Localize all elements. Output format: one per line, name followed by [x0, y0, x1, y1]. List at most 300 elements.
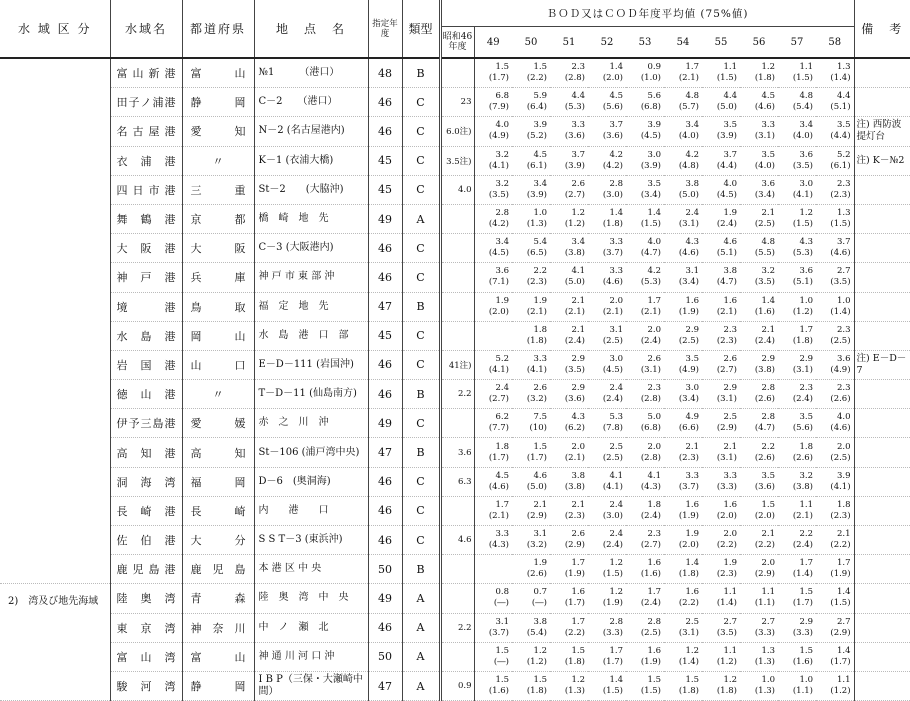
water-type: C: [416, 358, 425, 372]
bod-mean: 3.5: [723, 120, 737, 131]
bod-value: [474, 642, 512, 671]
port-name: 田子ノ浦港: [110, 88, 182, 117]
bod-value: [664, 292, 702, 321]
bod-value: [512, 467, 550, 496]
point-name: S S T－3 (東浜沖): [254, 526, 368, 555]
remark: [854, 88, 910, 117]
bod-mean: 1.7: [571, 616, 585, 627]
bod-value: [588, 234, 626, 263]
bod-mean: 3.0: [647, 149, 661, 160]
header-bod-title: ＢＯＤ又はＣＯＤ年度平均値 (75%値): [440, 0, 854, 27]
bod-mean: 3.4: [533, 178, 547, 189]
bod-75pct: (1.9): [678, 306, 699, 317]
bod-75pct: (2.1): [792, 510, 813, 521]
designated-year: 46: [368, 467, 402, 496]
bod-75pct: (3.1): [754, 131, 775, 142]
bod-mean: 2.0: [609, 295, 623, 306]
header-type: 類型: [402, 0, 440, 58]
designated-year: 50: [368, 555, 402, 584]
bod-value: [702, 321, 740, 350]
bod-value: [588, 526, 626, 555]
bod-value: [550, 146, 588, 175]
bod-75pct: (3.0): [602, 189, 623, 200]
bod-value: [664, 584, 702, 613]
bod-mean: 2.6: [647, 353, 661, 364]
bod-75pct: (3.6): [564, 394, 585, 405]
bod-mean: 2.1: [761, 529, 775, 540]
bod-mean: 4.3: [799, 237, 813, 248]
table-row: [0, 642, 910, 671]
point-name: I B P（三保・大瀬崎中間）: [254, 671, 368, 700]
bod-mean: 4.1: [647, 470, 661, 481]
bod-75pct: (5.6): [792, 423, 813, 434]
bod-75pct: (2.8): [640, 394, 661, 405]
ref-value: [440, 321, 474, 350]
bod-mean: 2.4: [609, 529, 623, 540]
bod-mean: 1.0: [799, 675, 813, 686]
bod-mean: 2.8: [761, 383, 775, 394]
bod-mean: 2.0: [647, 441, 661, 452]
bod-value: [740, 350, 778, 379]
designated-year: 49: [368, 584, 402, 613]
bod-75pct: (4.4): [830, 131, 851, 142]
bod-value: [778, 438, 816, 467]
bod-value: [740, 263, 778, 292]
prefecture: 鹿 児 島: [182, 555, 254, 584]
bod-value: [626, 175, 664, 204]
bod-75pct: (1.5): [640, 219, 661, 230]
bod-mean: 1.6: [647, 645, 661, 656]
bod-75pct: (3.7): [602, 248, 623, 259]
bod-value: [474, 321, 512, 350]
bod-75pct: (2.3): [830, 189, 851, 200]
designated-year: 46: [368, 496, 402, 525]
point-name: 橋 崎 地 先: [254, 204, 368, 233]
bod-75pct: (6.1): [830, 160, 851, 171]
bod-75pct: (2.7): [640, 540, 661, 551]
bod-75pct: (2.9): [716, 423, 737, 434]
port-name: 衣浦港: [110, 146, 182, 175]
bod-75pct: (2.4): [754, 335, 775, 346]
bod-value: [550, 642, 588, 671]
bod-75pct: (2.5): [602, 335, 623, 346]
bod-mean: 3.2: [495, 178, 509, 189]
bod-75pct: (3.8): [564, 481, 585, 492]
designated-year: 48: [368, 58, 402, 88]
bod-75pct: (6.1): [526, 160, 547, 171]
bod-mean: 3.5: [799, 412, 813, 423]
designated-year: 46: [368, 117, 402, 146]
bod-mean: 1.4: [609, 675, 623, 686]
bod-75pct: (3.9): [526, 189, 547, 200]
bod-value: [816, 555, 854, 584]
bod-value: [702, 613, 740, 642]
bod-value: [702, 496, 740, 525]
bod-value: [626, 438, 664, 467]
bod-75pct: (4.9): [678, 364, 699, 375]
bod-mean: 5.9: [533, 91, 547, 102]
port-name: 舞鶴港: [110, 204, 182, 233]
bod-mean: 2.6: [533, 383, 547, 394]
bod-75pct: (1.5): [602, 686, 623, 697]
bod-75pct: (2.1): [564, 452, 585, 463]
bod-mean: 3.6: [495, 266, 509, 277]
bod-mean: 1.3: [837, 208, 851, 219]
bod-75pct: (3.8): [792, 481, 813, 492]
bod-75pct: (2.3): [716, 569, 737, 580]
table-row: [0, 292, 910, 321]
point-name: D－6 (奥洞海): [254, 467, 368, 496]
bod-75pct: (2.3): [678, 452, 699, 463]
bod-mean: 3.9: [647, 120, 661, 131]
bod-value: [740, 321, 778, 350]
bod-75pct: (3.4): [640, 189, 661, 200]
bod-75pct: (3.5): [830, 277, 851, 288]
bod-value: [550, 117, 588, 146]
bod-mean: 4.1: [571, 266, 585, 277]
bod-value: [512, 350, 550, 379]
port-name: 陸奥湾: [110, 584, 182, 613]
point-name: K－1 (衣浦大橋): [254, 146, 368, 175]
bod-75pct: (3.9): [640, 160, 661, 171]
bod-75pct: (2.3): [526, 277, 547, 288]
bod-mean: 2.7: [723, 616, 737, 627]
bod-75pct: (2.2): [830, 540, 851, 551]
prefecture: 静 岡: [182, 88, 254, 117]
bod-mean: 3.2: [761, 266, 775, 277]
bod-value: [740, 175, 778, 204]
bod-mean: 3.7: [837, 237, 851, 248]
bod-value: [816, 526, 854, 555]
bod-75pct: (1.5): [830, 219, 851, 230]
remark: [854, 175, 910, 204]
bod-75pct: (3.5): [716, 627, 737, 638]
bod-mean: 3.7: [723, 149, 737, 160]
bod-value: [588, 350, 626, 379]
bod-75pct: (5.0): [678, 189, 699, 200]
bod-75pct: (1.5): [716, 73, 737, 84]
bod-value: [588, 58, 626, 88]
bod-75pct: (4.1): [526, 364, 547, 375]
bod-mean: 2.1: [571, 324, 585, 335]
bod-value: [778, 350, 816, 379]
bod-value: [702, 380, 740, 409]
bod-mean: 4.2: [609, 149, 623, 160]
bod-value: [816, 146, 854, 175]
bod-value: [816, 671, 854, 700]
bod-value: [816, 496, 854, 525]
bod-75pct: (2.6): [830, 394, 851, 405]
point-name: 神 通 川 河 口 沖: [254, 642, 368, 671]
prefecture: 富 山: [182, 58, 254, 88]
designated-year: 46: [368, 263, 402, 292]
water-type: B: [416, 446, 425, 460]
bod-value: [664, 117, 702, 146]
bod-value: [550, 526, 588, 555]
bod-mean: 3.1: [609, 324, 623, 335]
bod-75pct: (1.7): [564, 598, 585, 609]
bod-mean: 1.9: [533, 295, 547, 306]
bod-75pct: (3.1): [678, 219, 699, 230]
bod-value: [474, 409, 512, 438]
ref-value: [440, 555, 474, 584]
bod-75pct: (2.4): [792, 540, 813, 551]
bod-mean: 5.4: [533, 237, 547, 248]
bod-75pct: (4.0): [754, 160, 775, 171]
bod-75pct: (2.7): [716, 364, 737, 375]
bod-mean: 1.2: [799, 208, 813, 219]
bod-value: [550, 613, 588, 642]
bod-value: [778, 555, 816, 584]
bod-75pct: (1.6): [488, 686, 509, 697]
bod-75pct: (1.8): [602, 219, 623, 230]
bod-value: [664, 380, 702, 409]
bod-value: [550, 555, 588, 584]
bod-mean: 0.7: [533, 587, 547, 598]
point-name: St－2 (大脇沖): [254, 175, 368, 204]
bod-mean: 5.2: [837, 149, 851, 160]
bod-75pct: (1.4): [830, 306, 851, 317]
bod-mean: 3.2: [495, 149, 509, 160]
ref-value: 4.0: [440, 175, 474, 204]
bod-75pct: (3.2): [526, 394, 547, 405]
bod-mean: 4.5: [761, 91, 775, 102]
bod-value: [474, 380, 512, 409]
bod-mean: 1.7: [647, 587, 661, 598]
table-row: [0, 613, 910, 642]
bod-mean: 3.5: [647, 178, 661, 189]
bod-value: [664, 642, 702, 671]
bod-value: [778, 380, 816, 409]
bod-75pct: (1.8): [678, 569, 699, 580]
bod-75pct: (5.0): [526, 481, 547, 492]
bod-75pct: (1.3): [754, 686, 775, 697]
port-name: 東京湾: [110, 613, 182, 642]
ref-value: 2.2: [440, 613, 474, 642]
bod-75pct: (10): [529, 423, 547, 434]
bod-value: [740, 146, 778, 175]
bod-value: [550, 350, 588, 379]
ref-value: [440, 58, 474, 88]
bod-75pct: (1.7): [602, 656, 623, 667]
bod-mean: 1.2: [761, 62, 775, 73]
remark: [854, 58, 910, 88]
port-name: 鹿児島港: [110, 555, 182, 584]
bod-75pct: (2.4): [602, 394, 623, 405]
bod-value: [778, 671, 816, 700]
table-row: [0, 117, 910, 146]
bod-value: [626, 409, 664, 438]
bod-75pct: (2.1): [564, 306, 585, 317]
bod-75pct: (2.1): [640, 306, 661, 317]
bod-75pct: (3.6): [564, 131, 585, 142]
bod-mean: 3.6: [799, 149, 813, 160]
bod-value: [588, 467, 626, 496]
bod-value: [512, 584, 550, 613]
bod-75pct: (4.6): [488, 481, 509, 492]
bod-75pct: (1.6): [640, 569, 661, 580]
bod-value: [702, 58, 740, 88]
bod-mean: 4.9: [685, 412, 699, 423]
bod-mean: 1.9: [495, 295, 509, 306]
point-name: St－106 (浦戸湾中央): [254, 438, 368, 467]
bod-mean: 3.7: [571, 149, 585, 160]
bod-mean: 3.6: [761, 178, 775, 189]
bod-mean: 1.2: [685, 645, 699, 656]
bod-75pct: (5.3): [792, 248, 813, 259]
bod-mean: 2.2: [799, 529, 813, 540]
bod-mean: 4.4: [723, 91, 737, 102]
bod-value: [474, 117, 512, 146]
bod-75pct: (2.1): [526, 306, 547, 317]
port-name: 富山湾: [110, 642, 182, 671]
bod-mean: 2.0: [647, 324, 661, 335]
bod-75pct: (1.8): [754, 73, 775, 84]
remark: [854, 263, 910, 292]
bod-75pct: (2.8): [564, 73, 585, 84]
bod-mean: 1.4: [837, 645, 851, 656]
bod-value: [588, 88, 626, 117]
bod-mean: 1.4: [837, 587, 851, 598]
ref-value: [440, 263, 474, 292]
header-ref-year: 昭和46年度: [440, 27, 474, 59]
bod-value: [740, 58, 778, 88]
bod-value: [816, 350, 854, 379]
bod-mean: 4.4: [571, 91, 585, 102]
bod-value: [626, 555, 664, 584]
bod-75pct: (1.9): [830, 569, 851, 580]
bod-value: [664, 175, 702, 204]
bod-75pct: (3.6): [754, 481, 775, 492]
water-type: A: [416, 650, 425, 664]
bod-mean: 1.7: [609, 645, 623, 656]
bod-value: [740, 526, 778, 555]
bod-mean: 3.3: [495, 529, 509, 540]
point-name: 赤 之 川 沖: [254, 409, 368, 438]
bod-value: [816, 613, 854, 642]
water-type: B: [416, 387, 425, 401]
bod-value: [588, 584, 626, 613]
header-year: 50: [512, 27, 550, 59]
point-name: 神 戸 市 東 部 沖: [254, 263, 368, 292]
bod-75pct: (1.5): [792, 219, 813, 230]
point-name: T－D－11 (仙島南方): [254, 380, 368, 409]
prefecture: 愛 媛: [182, 409, 254, 438]
bod-value: [512, 292, 550, 321]
ref-value: [440, 409, 474, 438]
bod-value: [512, 146, 550, 175]
bod-75pct: (1.4): [678, 656, 699, 667]
bod-75pct: (2.3): [830, 510, 851, 521]
bod-75pct: (1.6): [754, 306, 775, 317]
bod-mean: 4.2: [647, 266, 661, 277]
bod-75pct: (4.1): [830, 481, 851, 492]
bod-value: [702, 526, 740, 555]
bod-75pct: (3.8): [754, 364, 775, 375]
bod-mean: 4.5: [609, 91, 623, 102]
header-prefecture: 都道府県: [182, 0, 254, 58]
bod-value: [512, 642, 550, 671]
bod-75pct: (4.8): [678, 160, 699, 171]
bod-mean: 1.6: [685, 587, 699, 598]
bod-75pct: (2.1): [488, 510, 509, 521]
bod-75pct: (3.3): [602, 627, 623, 638]
port-name: 長崎港: [110, 496, 182, 525]
bod-value: [740, 496, 778, 525]
bod-75pct: (1.2): [526, 656, 547, 667]
header-point-name: 地 点 名: [254, 0, 368, 58]
bod-75pct: (4.5): [640, 131, 661, 142]
bod-mean: 1.4: [609, 208, 623, 219]
header-year: 52: [588, 27, 626, 59]
remark: [854, 321, 910, 350]
bod-75pct: (3.5): [754, 277, 775, 288]
table-row: [0, 496, 910, 525]
bod-75pct: (7.9): [488, 102, 509, 113]
bod-mean: 3.1: [495, 616, 509, 627]
bod-mean: 4.6: [723, 237, 737, 248]
bod-value: [816, 409, 854, 438]
bod-value: [740, 380, 778, 409]
header-year: 55: [702, 27, 740, 59]
bod-75pct: (5.0): [564, 277, 585, 288]
point-name: E－D－111 (岩国沖): [254, 350, 368, 379]
bod-value: [664, 350, 702, 379]
remark: [854, 292, 910, 321]
bod-mean: 3.5: [685, 353, 699, 364]
bod-value: [626, 380, 664, 409]
bod-value: [740, 292, 778, 321]
bod-value: [474, 584, 512, 613]
bod-mean: 1.0: [533, 208, 547, 219]
bod-value: [816, 204, 854, 233]
table-row: [0, 380, 910, 409]
table-row: [0, 175, 910, 204]
remark: [854, 671, 910, 700]
table-row: [0, 584, 910, 613]
bod-mean: 5.3: [609, 412, 623, 423]
bod-mean: 1.7: [647, 295, 661, 306]
bod-mean: 1.5: [495, 675, 509, 686]
prefecture: 京 都: [182, 204, 254, 233]
designated-year: 46: [368, 234, 402, 263]
bod-value: [816, 380, 854, 409]
bod-value: [740, 117, 778, 146]
table-row: [0, 438, 910, 467]
bod-mean: 1.4: [647, 208, 661, 219]
prefecture: 兵 庫: [182, 263, 254, 292]
bod-value: [474, 204, 512, 233]
bod-75pct: (2.0): [678, 540, 699, 551]
bod-mean: 1.7: [685, 62, 699, 73]
bod-value: [816, 263, 854, 292]
bod-75pct: (2.6): [792, 452, 813, 463]
bod-75pct: (4.7): [640, 248, 661, 259]
bod-75pct: (6.6): [678, 423, 699, 434]
bod-value: [816, 467, 854, 496]
bod-mean: 2.9: [761, 353, 775, 364]
bod-75pct: (1.9): [564, 569, 585, 580]
bod-75pct: [475, 569, 510, 580]
table-row: [0, 467, 910, 496]
bod-value: [664, 263, 702, 292]
bod-value: [474, 555, 512, 584]
bod-value: [474, 438, 512, 467]
bod-value: [588, 117, 626, 146]
bod-mean: 3.3: [533, 353, 547, 364]
bod-mean: 2.5: [609, 441, 623, 452]
designated-year: 47: [368, 671, 402, 700]
